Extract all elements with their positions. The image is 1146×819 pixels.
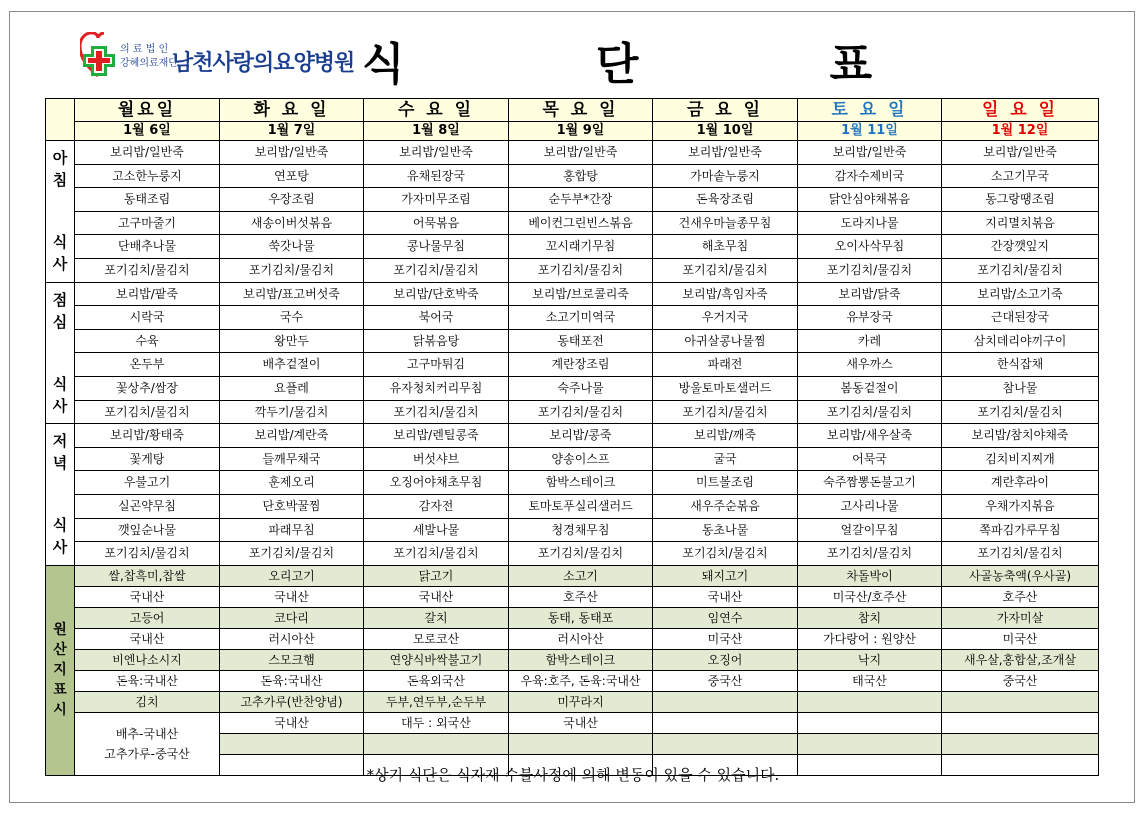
menu-item: 왕만두 [220, 329, 364, 353]
menu-item: 순두부*간장 [509, 188, 653, 212]
day-date: 1월 10일 [653, 122, 798, 141]
menu-item: 고사리나물 [798, 494, 942, 518]
menu-item: 포기김치/물김치 [220, 258, 364, 282]
origin-item [942, 712, 1099, 733]
menu-item: 고구마줄기 [75, 211, 220, 235]
menu-item: 보리밥/일반죽 [653, 141, 798, 165]
origin-item: 새우살,홍합살,조개살 [942, 649, 1099, 670]
menu-item: 꼬시래기무침 [509, 235, 653, 259]
menu-item: 단호박꿀찜 [220, 494, 364, 518]
day-name: 금 요 일 [653, 99, 798, 122]
menu-item: 시락국 [75, 306, 220, 330]
menu-item: 숙주나물 [509, 376, 653, 400]
menu-item: 오징어야채초무침 [364, 471, 509, 495]
origin-item: 오리고기 [220, 565, 364, 586]
origin-item: 사골농축액(우사골) [942, 565, 1099, 586]
origin-item [364, 733, 509, 754]
meal-label-char: 점 [52, 290, 68, 309]
origin-item: 참치 [798, 607, 942, 628]
menu-item: 보리밥/새우살죽 [798, 424, 942, 448]
menu-item: 동태포전 [509, 329, 653, 353]
menu-item: 북어국 [364, 306, 509, 330]
page-title: 식 단 표 [362, 39, 961, 90]
menu-item: 아귀살콩나물찜 [653, 329, 798, 353]
menu-item: 돈육장조림 [653, 188, 798, 212]
menu-item: 포기김치/물김치 [364, 258, 509, 282]
menu-item: 세발나물 [364, 518, 509, 542]
origin-item [509, 733, 653, 754]
origin-item: 스모크햄 [220, 649, 364, 670]
menu-item: 카레 [798, 329, 942, 353]
menu-item: 근대된장국 [942, 306, 1099, 330]
menu-item: 보리밥/깨죽 [653, 424, 798, 448]
menu-item: 한식잡채 [942, 353, 1099, 377]
origin-item: 오징어 [653, 649, 798, 670]
meal-label-char: 사 [52, 538, 68, 557]
menu-item: 파래무침 [220, 518, 364, 542]
meal-label-char: 녁 [52, 454, 68, 473]
menu-item: 굴국 [653, 447, 798, 471]
origin-item: 우육:호주, 돈육:국내산 [509, 670, 653, 691]
origin-item: 두부,연두부,순두부 [364, 691, 509, 712]
menu-item: 새송이버섯볶음 [220, 211, 364, 235]
origin-item: 국내산 [75, 586, 220, 607]
origin-item [798, 733, 942, 754]
menu-item: 보리밥/닭죽 [798, 282, 942, 306]
origin-item: 동태, 동태포 [509, 607, 653, 628]
origin-item: 고등어 [75, 607, 220, 628]
hospital-logo [80, 30, 355, 88]
meal-label [46, 282, 75, 424]
menu-item: 새우까스 [798, 353, 942, 377]
menu-item: 포기김치/물김치 [653, 542, 798, 566]
origin-item: 미국산/호주산 [798, 586, 942, 607]
org-type-label: 의 료 법 인 [120, 44, 169, 55]
origin-item: 고추가루(반찬양념) [220, 691, 364, 712]
origin-label-char: 원 [53, 622, 67, 639]
menu-item: 보리밥/참치야채죽 [942, 424, 1099, 448]
origin-item: 국내산 [220, 586, 364, 607]
menu-item: 양송이스프 [509, 447, 653, 471]
menu-item: 수육 [75, 329, 220, 353]
foundation-label: 강혜의료재단 [120, 58, 178, 69]
menu-item: 포기김치/물김치 [942, 258, 1099, 282]
menu-item: 포기김치/물김치 [220, 542, 364, 566]
menu-item: 보리밥/표고버섯죽 [220, 282, 364, 306]
menu-item: 우거지국 [653, 306, 798, 330]
menu-item: 꽃게탕 [75, 447, 220, 471]
origin-item: 돈육:국내산 [75, 670, 220, 691]
meal-label-char: 아 [52, 149, 68, 168]
origin-item: 낙지 [798, 649, 942, 670]
menu-item: 훈제오리 [220, 471, 364, 495]
day-name: 수 요 일 [364, 99, 509, 122]
meal-label-char: 사 [52, 396, 68, 415]
origin-item [653, 733, 798, 754]
menu-item: 온두부 [75, 353, 220, 377]
heart-cross-icon [80, 32, 116, 78]
menu-item: 포기김치/물김치 [75, 258, 220, 282]
origin-item: 임연수 [653, 607, 798, 628]
menu-item: 우장조림 [220, 188, 364, 212]
menu-item: 미트볼조림 [653, 471, 798, 495]
day-date: 1월 11일 [798, 122, 942, 141]
day-date: 1월 8일 [364, 122, 509, 141]
menu-item: 유부장국 [798, 306, 942, 330]
meal-label-char: 침 [52, 171, 68, 190]
origin-item: 국내산 [653, 586, 798, 607]
menu-item: 배추겉절이 [220, 353, 364, 377]
menu-item: 삼치데리야끼구이 [942, 329, 1099, 353]
menu-item: 포기김치/물김치 [75, 542, 220, 566]
day-name: 목 요 일 [509, 99, 653, 122]
menu-item: 김치비지찌개 [942, 447, 1099, 471]
menu-item: 함박스테이크 [509, 471, 653, 495]
menu-table [45, 98, 1099, 776]
meal-label-char: 식 [52, 516, 68, 535]
menu-item: 숙주짬뽕돈불고기 [798, 471, 942, 495]
menu-item: 보리밥/흑임자죽 [653, 282, 798, 306]
menu-item: 소고기무국 [942, 164, 1099, 188]
header-corner [46, 99, 75, 141]
menu-item: 계란장조림 [509, 353, 653, 377]
meal-label-char: 심 [52, 312, 68, 331]
origin-item: 돈육외국산 [364, 670, 509, 691]
menu-item: 가자미무조림 [364, 188, 509, 212]
meal-label [46, 141, 75, 283]
menu-item: 실곤약무침 [75, 494, 220, 518]
origin-item: 미꾸라지 [509, 691, 653, 712]
origin-item: 차돌박이 [798, 565, 942, 586]
menu-item: 보리밥/일반죽 [798, 141, 942, 165]
menu-item: 새우주순볶음 [653, 494, 798, 518]
menu-item: 닭안심야채볶음 [798, 188, 942, 212]
origin-item: 모로코산 [364, 628, 509, 649]
origin-item: 돈육:국내산 [220, 670, 364, 691]
menu-item: 쑥갓나물 [220, 235, 364, 259]
menu-item: 봄동겉절이 [798, 376, 942, 400]
disclaimer-note: *상기 식단은 식자재 수불사정에 의해 변동이 있을 수 있습니다. [366, 766, 780, 784]
menu-item: 보리밥/소고기죽 [942, 282, 1099, 306]
menu-item: 오이사삭무침 [798, 235, 942, 259]
origin-item: 중국산 [942, 670, 1099, 691]
origin-item: 미국산 [942, 628, 1099, 649]
origin-item: 국내산 [509, 712, 653, 733]
menu-item: 포기김치/물김치 [653, 400, 798, 424]
day-date: 1월 9일 [509, 122, 653, 141]
menu-item: 감자전 [364, 494, 509, 518]
origin-item: 닭고기 [364, 565, 509, 586]
menu-item: 소고기미역국 [509, 306, 653, 330]
menu-item: 가마솥누룽지 [653, 164, 798, 188]
origin-item: 비엔나소시지 [75, 649, 220, 670]
origin-item [798, 712, 942, 733]
menu-item: 보리밥/황태죽 [75, 424, 220, 448]
origin-item: 국내산 [75, 628, 220, 649]
origin-item: 소고기 [509, 565, 653, 586]
menu-item: 콩나물무침 [364, 235, 509, 259]
origin-item [653, 691, 798, 712]
origin-item: 러시아산 [220, 628, 364, 649]
day-name: 일 요 일 [942, 99, 1099, 122]
origin-item: 쌀,찹흑미,찹쌀 [75, 565, 220, 586]
origin-item [798, 691, 942, 712]
menu-item: 간장깻잎지 [942, 235, 1099, 259]
menu-item: 동그랑땡조림 [942, 188, 1099, 212]
origin-item: 호주산 [509, 586, 653, 607]
menu-item: 버섯샤브 [364, 447, 509, 471]
menu-item: 들깨무채국 [220, 447, 364, 471]
origin-label-char: 산 [53, 642, 67, 659]
origin-item-line: 고추가루-중국산 [104, 746, 190, 761]
origin-label-char: 지 [53, 662, 67, 679]
menu-item: 동초나물 [653, 518, 798, 542]
origin-label [46, 565, 75, 775]
origin-item: 국내산 [364, 586, 509, 607]
menu-item: 얼갈이무침 [798, 518, 942, 542]
origin-item: 김치 [75, 691, 220, 712]
menu-item: 보리밥/일반죽 [220, 141, 364, 165]
menu-item: 건새우마늘종무침 [653, 211, 798, 235]
menu-item: 파래전 [653, 353, 798, 377]
origin-item: 갈치 [364, 607, 509, 628]
origin-item: 태국산 [798, 670, 942, 691]
menu-item: 닭볶음탕 [364, 329, 509, 353]
origin-item [220, 733, 364, 754]
origin-label-char: 시 [53, 702, 67, 719]
menu-item: 어묵국 [798, 447, 942, 471]
menu-item: 보리밥/단호박죽 [364, 282, 509, 306]
meal-label [46, 424, 75, 566]
origin-item [653, 712, 798, 733]
menu-item: 동태조림 [75, 188, 220, 212]
menu-item: 포기김치/물김치 [942, 542, 1099, 566]
origin-item: 돼지고기 [653, 565, 798, 586]
menu-item: 도라지나물 [798, 211, 942, 235]
menu-item: 쪽파김가루무침 [942, 518, 1099, 542]
origin-label-char: 표 [53, 682, 67, 699]
origin-item-line: 배추-국내산 [115, 726, 179, 741]
menu-item: 보리밥/일반죽 [942, 141, 1099, 165]
day-date: 1월 12일 [942, 122, 1099, 141]
menu-item: 꽃상추/쌈장 [75, 376, 220, 400]
menu-item: 해초무침 [653, 235, 798, 259]
menu-item: 포기김치/물김치 [653, 258, 798, 282]
menu-item: 고소한누룽지 [75, 164, 220, 188]
menu-item: 베이컨그린빈스볶음 [509, 211, 653, 235]
menu-item: 계란후라이 [942, 471, 1099, 495]
day-name: 토 요 일 [798, 99, 942, 122]
menu-item: 보리밥/브로콜리죽 [509, 282, 653, 306]
menu-item: 연포탕 [220, 164, 364, 188]
menu-item: 청경채무침 [509, 518, 653, 542]
menu-item: 포기김치/물김치 [798, 400, 942, 424]
day-name: 화 요 일 [220, 99, 364, 122]
origin-item: 함박스테이크 [509, 649, 653, 670]
menu-item: 어묵볶음 [364, 211, 509, 235]
menu-item: 보리밥/렌틸콩죽 [364, 424, 509, 448]
origin-item [942, 733, 1099, 754]
meal-label-char: 저 [52, 432, 68, 451]
menu-item: 보리밥/일반죽 [75, 141, 220, 165]
origin-item: 호주산 [942, 586, 1099, 607]
menu-item: 포기김치/물김치 [798, 258, 942, 282]
menu-item: 포기김치/물김치 [364, 400, 509, 424]
menu-item: 포기김치/물김치 [509, 542, 653, 566]
menu-item: 단배추나물 [75, 235, 220, 259]
menu-item: 보리밥/팥죽 [75, 282, 220, 306]
menu-item: 고구마튀김 [364, 353, 509, 377]
menu-item: 참나물 [942, 376, 1099, 400]
menu-item: 요플레 [220, 376, 364, 400]
menu-item: 포기김치/물김치 [942, 400, 1099, 424]
menu-item: 우불고기 [75, 471, 220, 495]
origin-item: 미국산 [653, 628, 798, 649]
meal-label-char: 식 [52, 233, 68, 252]
origin-item: 코다리 [220, 607, 364, 628]
hospital-name: 남천사랑의요양병원 [172, 51, 355, 76]
origin-item: 중국산 [653, 670, 798, 691]
menu-item: 포기김치/물김치 [509, 400, 653, 424]
menu-item: 국수 [220, 306, 364, 330]
origin-item: 가자미살 [942, 607, 1099, 628]
origin-item: 연양식바싹불고기 [364, 649, 509, 670]
menu-item: 보리밥/콩죽 [509, 424, 653, 448]
meal-label-char: 사 [52, 255, 68, 274]
menu-item: 우채가지볶음 [942, 494, 1099, 518]
origin-item: 가다랑어 : 원양산 [798, 628, 942, 649]
day-name: 월요일 [75, 99, 220, 122]
menu-item: 포기김치/물김치 [509, 258, 653, 282]
menu-item: 토마토푸실리샐러드 [509, 494, 653, 518]
menu-item: 보리밥/계란죽 [220, 424, 364, 448]
menu-item: 깍두기/물김치 [220, 400, 364, 424]
menu-item: 감자수제비국 [798, 164, 942, 188]
meal-label-char: 식 [52, 374, 68, 393]
origin-item: 국내산 [220, 712, 364, 733]
menu-item: 보리밥/일반죽 [509, 141, 653, 165]
menu-item: 포기김치/물김치 [798, 542, 942, 566]
day-date: 1월 7일 [220, 122, 364, 141]
menu-item: 포기김치/물김치 [75, 400, 220, 424]
menu-item: 유채된장국 [364, 164, 509, 188]
menu-item: 방울토마토샐러드 [653, 376, 798, 400]
menu-item: 보리밥/일반죽 [364, 141, 509, 165]
menu-item: 지리멸치볶음 [942, 211, 1099, 235]
menu-item: 홍합탕 [509, 164, 653, 188]
origin-item: 대두 : 외국산 [364, 712, 509, 733]
day-date: 1월 6일 [75, 122, 220, 141]
origin-item [942, 691, 1099, 712]
menu-item: 포기김치/물김치 [364, 542, 509, 566]
menu-item: 깻잎순나물 [75, 518, 220, 542]
menu-item: 유자청치커리무침 [364, 376, 509, 400]
origin-item: 러시아산 [509, 628, 653, 649]
